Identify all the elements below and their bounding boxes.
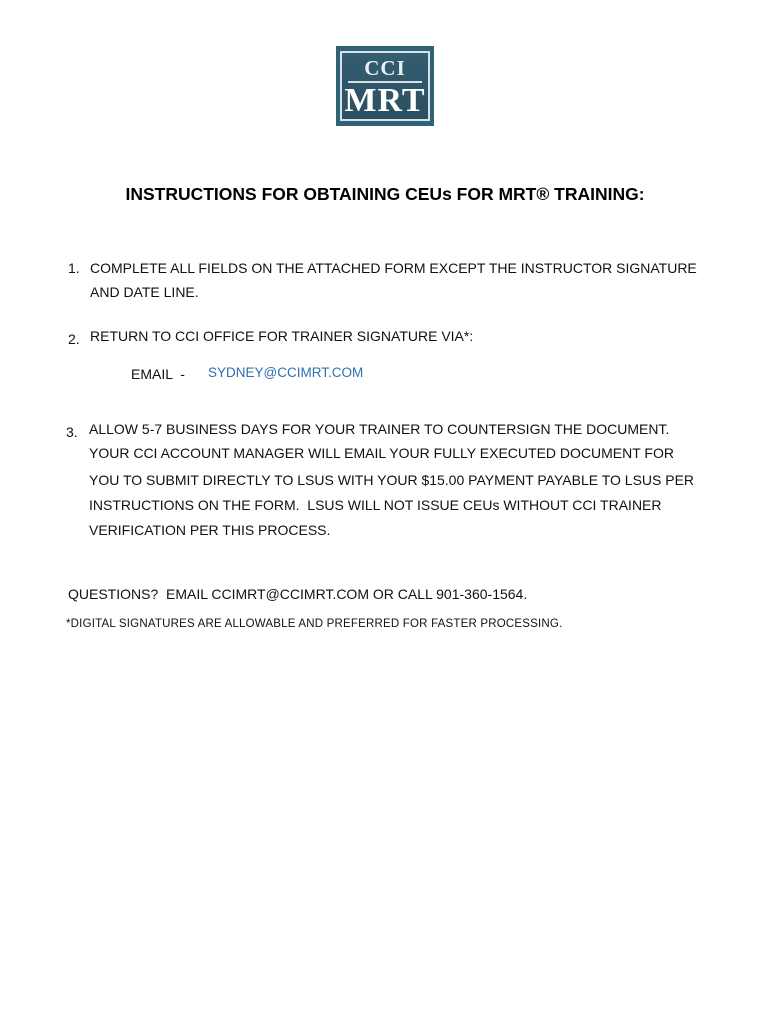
logo-top-text: CCI <box>364 56 406 80</box>
step-3-line-4: INSTRUCTIONS ON THE FORM. LSUS WILL NOT ISSUE CEUs WITHOUT CCI TRAINER <box>89 497 662 513</box>
logo-frame <box>340 51 430 121</box>
step-3-number: 3. <box>66 424 78 440</box>
step-3-line-3: YOU TO SUBMIT DIRECTLY TO LSUS WITH YOUR $15.00 PAYMENT PAYABLE TO LSUS PER <box>89 472 695 488</box>
step-2-number: 2. <box>68 331 80 347</box>
logo-bottom-text: MRT <box>344 82 426 119</box>
footnote-digital-signatures: *DIGITAL SIGNATURES ARE ALLOWABLE AND PREFERRED FOR FASTER PROCESSING. <box>66 618 563 630</box>
step-3-line-5: VERIFICATION PER THIS PROCESS. <box>89 522 331 538</box>
cci-mrt-logo <box>336 46 434 126</box>
step-2-line-1: RETURN TO CCI OFFICE FOR TRAINER SIGNATURE VIA*: <box>90 328 474 344</box>
email-label: EMAIL - <box>131 366 185 382</box>
questions-line: QUESTIONS? EMAIL CCIMRT@CCIMRT.COM OR CALL 901-360-1564. <box>68 586 528 602</box>
step-3-line-1: ALLOW 5-7 BUSINESS DAYS FOR YOUR TRAINER TO COUNTERSIGN THE DOCUMENT. <box>89 421 670 437</box>
page-title: INSTRUCTIONS FOR OBTAINING CEUs FOR MRT® TRAINING: <box>125 184 645 204</box>
step-1-number: 1. <box>68 260 80 276</box>
step-1-line-2: AND DATE LINE. <box>90 284 199 300</box>
step-1-line-1: COMPLETE ALL FIELDS ON THE ATTACHED FORM EXCEPT THE INSTRUCTOR SIGNATURE <box>90 260 697 276</box>
sydney-email-link[interactable]: SYDNEY@CCIMRT.COM <box>208 365 364 380</box>
step-3-line-2: YOUR CCI ACCOUNT MANAGER WILL EMAIL YOUR FULLY EXECUTED DOCUMENT FOR <box>89 445 674 461</box>
